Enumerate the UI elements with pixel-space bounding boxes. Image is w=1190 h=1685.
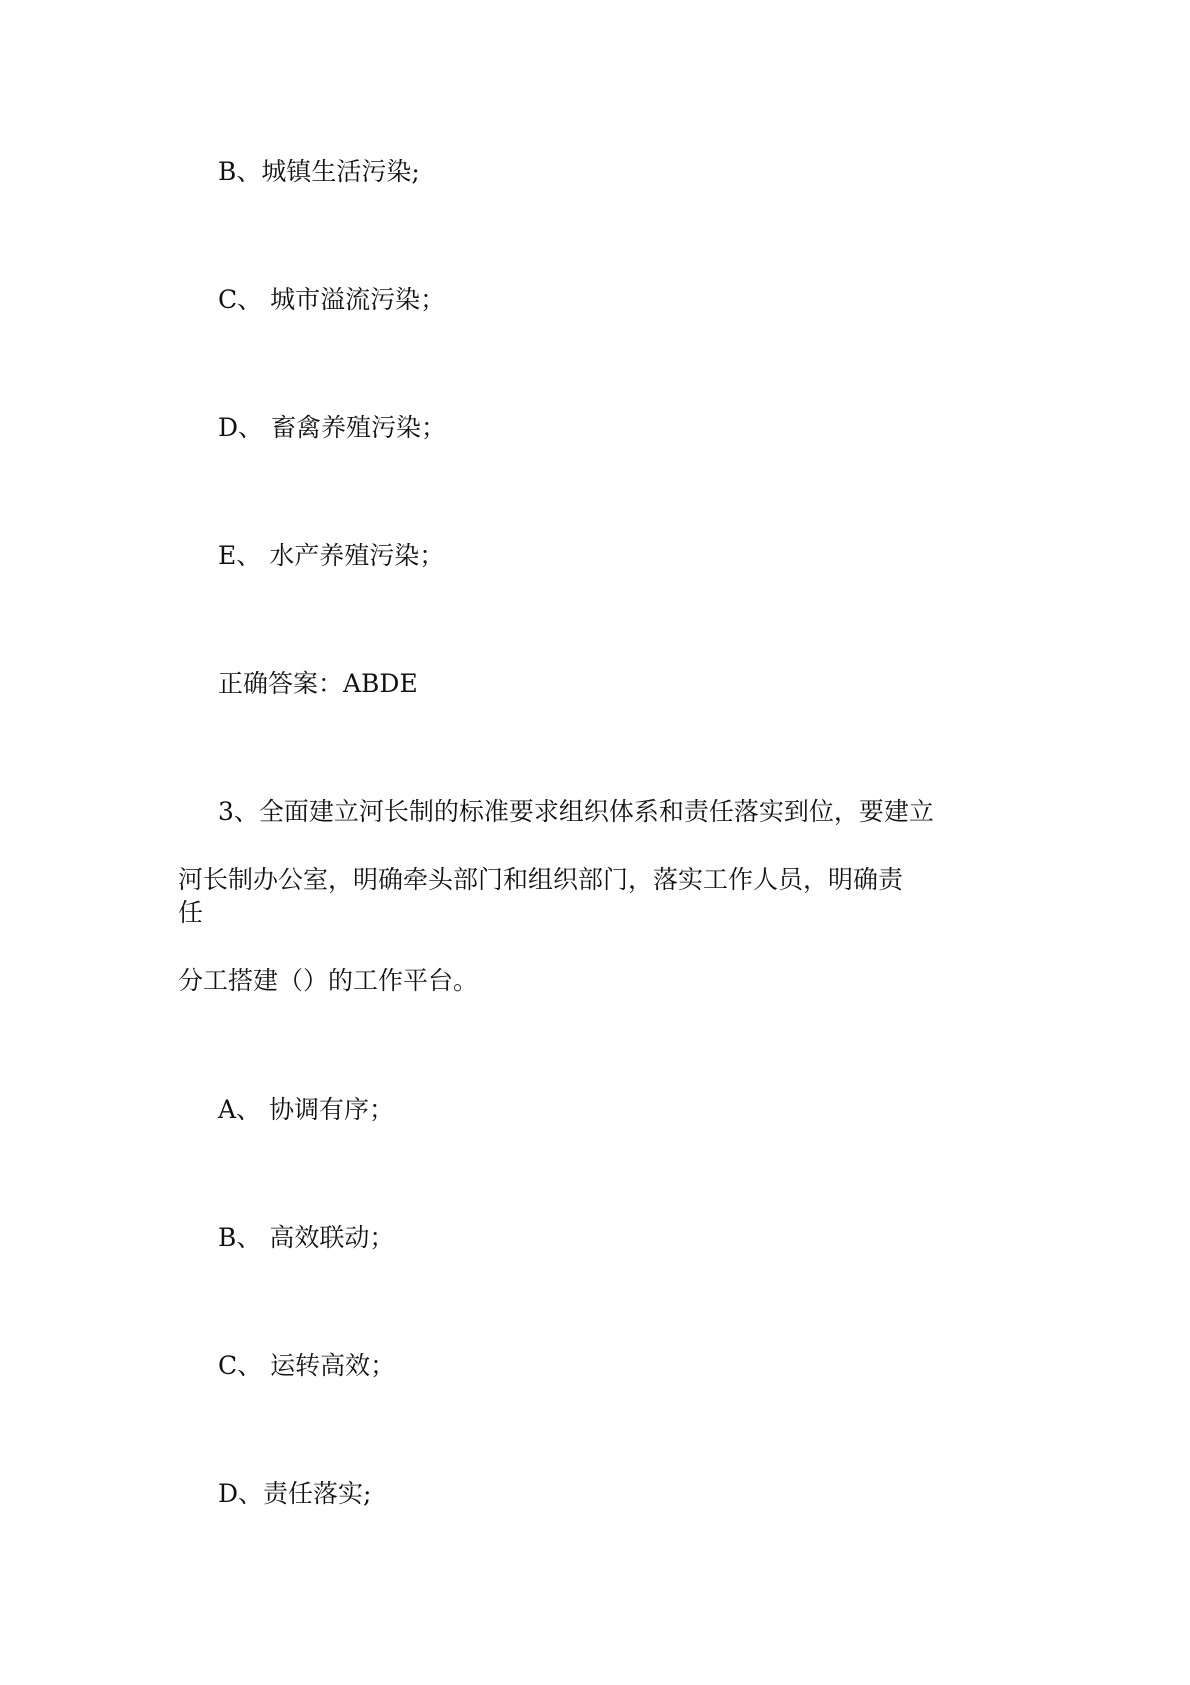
- option-a: A、 协调有序；: [218, 1095, 395, 1124]
- option-e-prev: E、 水产养殖污染；: [218, 541, 445, 570]
- option-c: C、 运转高效；: [218, 1351, 396, 1380]
- question-3-stem-line-1: 3、全面建立河长制的标准要求组织体系和责任落实到位，要建立: [218, 797, 934, 826]
- correct-answer: 正确答案：ABDE: [218, 669, 418, 698]
- option-b-prev: B、城镇生活污染;: [218, 157, 420, 186]
- question-3-stem-line-3: 任: [178, 898, 204, 927]
- question-3-stem-line-4: 分工搭建（）的工作平台。: [178, 966, 479, 995]
- option-d: D、责任落实;: [218, 1479, 372, 1508]
- option-c-prev: C、 城市溢流污染；: [218, 285, 446, 314]
- option-b: B、 高效联动；: [218, 1223, 395, 1252]
- option-d-prev: D、 畜禽养殖污染；: [218, 413, 446, 442]
- question-3-stem-line-2: 河长制办公室，明确牵头部门和组织部门，落实工作人员，明确责: [178, 865, 904, 894]
